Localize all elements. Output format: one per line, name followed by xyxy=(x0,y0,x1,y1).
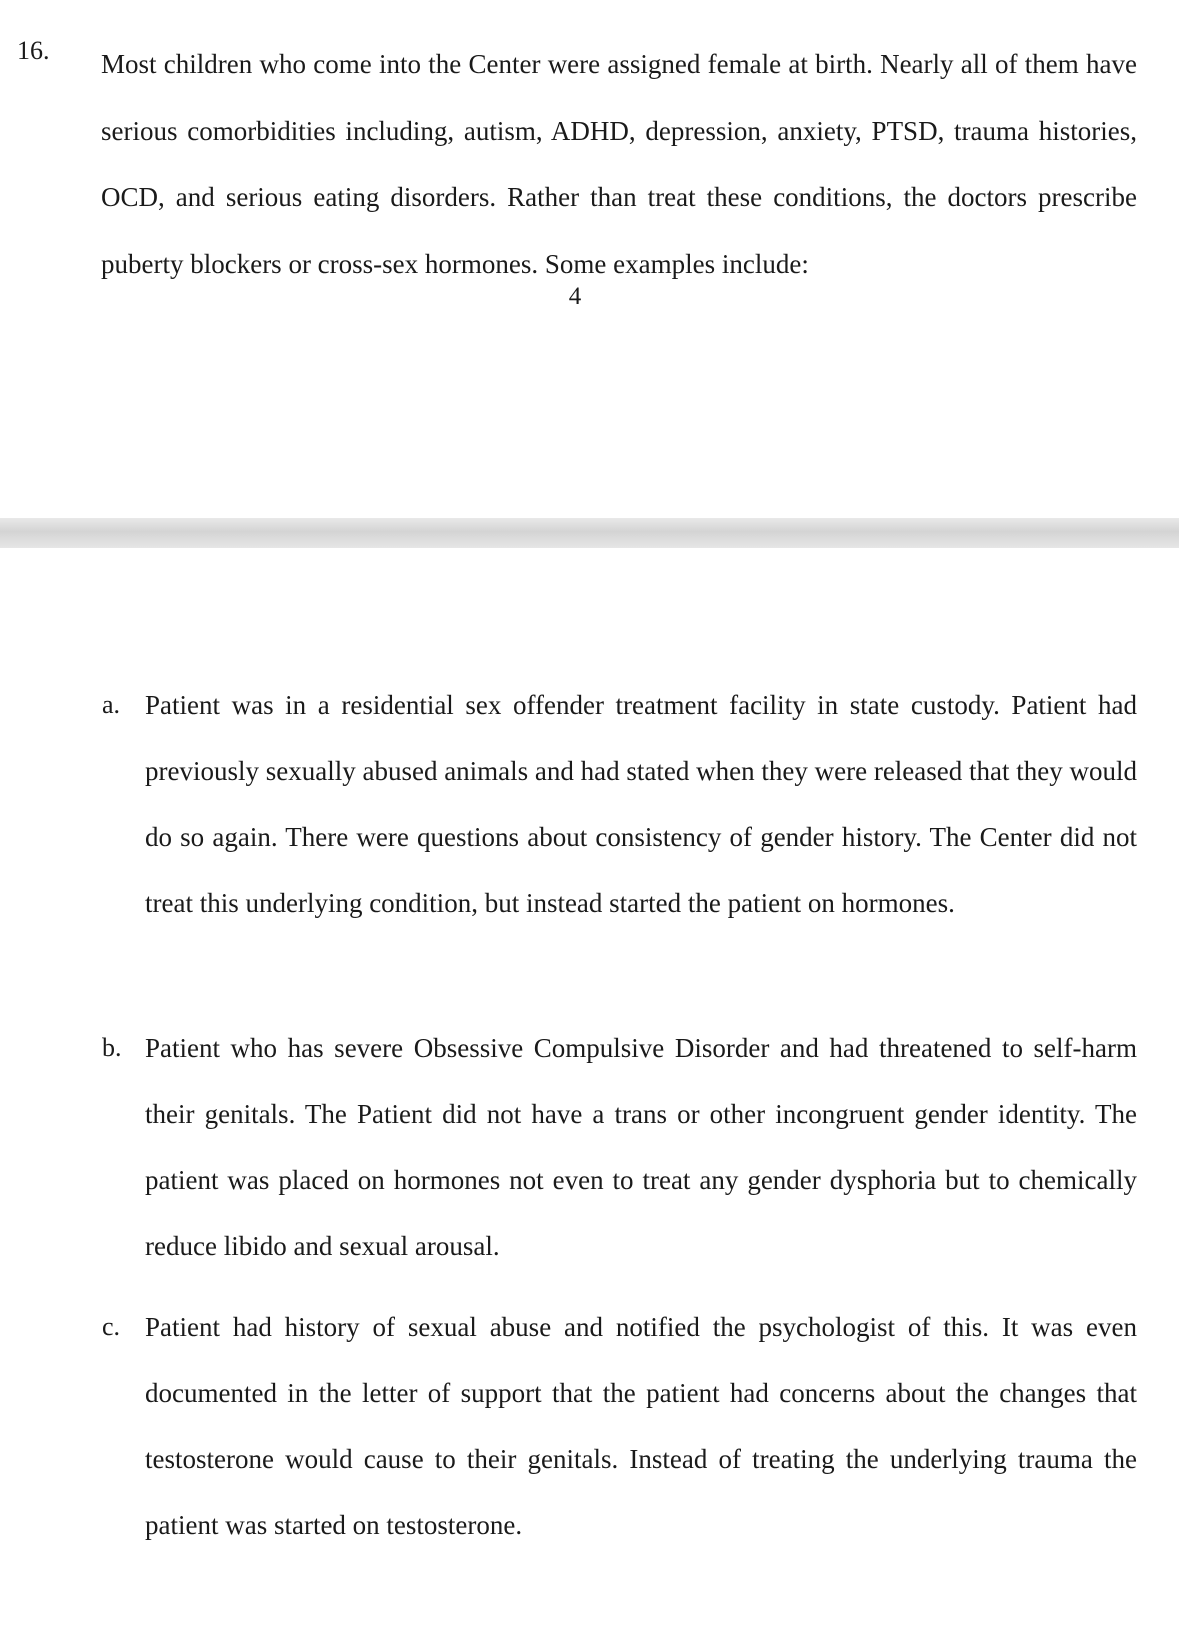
example-b-text: Patient who has severe Obsessive Compulsive Disorder and had threatened to self-harm their genitals. The Patient did not have a trans or other incongruent gender identity. The patient was placed on hormones not even to treat any gender dysphoria but to chemically reduce libido and sexual arousal. xyxy=(145,1033,1137,1261)
example-c-text: Patient had history of sexual abuse and notified the psychologist of this. It was even documented in the letter of support that the patient had concerns about the changes that testosterone would cause to their genitals. Instead of treating the underlying trauma the patient was started on testosterone. xyxy=(145,1312,1137,1540)
page-upper xyxy=(0,0,1179,518)
example-b-label: b. xyxy=(102,1033,122,1062)
example-a-text: Patient was in a residential sex offender treatment facility in state custody. Patient had previously sexually abused animals and had stated when they were released that they would do so again. There were questions about consistency of gender history. The Center did not treat this underlying condition, but instead started the patient on hormones. xyxy=(145,690,1137,918)
page-lower xyxy=(0,548,1179,1644)
page-break-divider xyxy=(0,518,1179,548)
example-c-label: c. xyxy=(102,1312,121,1341)
example-a-label: a. xyxy=(102,690,121,719)
paragraph-text: Most children who come into the Center were assigned female at birth. Nearly all of them have serious comorbidities including, autism, ADHD, depression, anxiety, PTSD, trauma histories, OCD, and serious eating disorders. Rather than treat these conditions, the doctors prescribe puberty blockers or cross-sex hormones. Some examples include: xyxy=(101,49,1137,279)
page-number: 4 xyxy=(568,283,582,310)
paragraph-number: 16. xyxy=(17,36,50,65)
